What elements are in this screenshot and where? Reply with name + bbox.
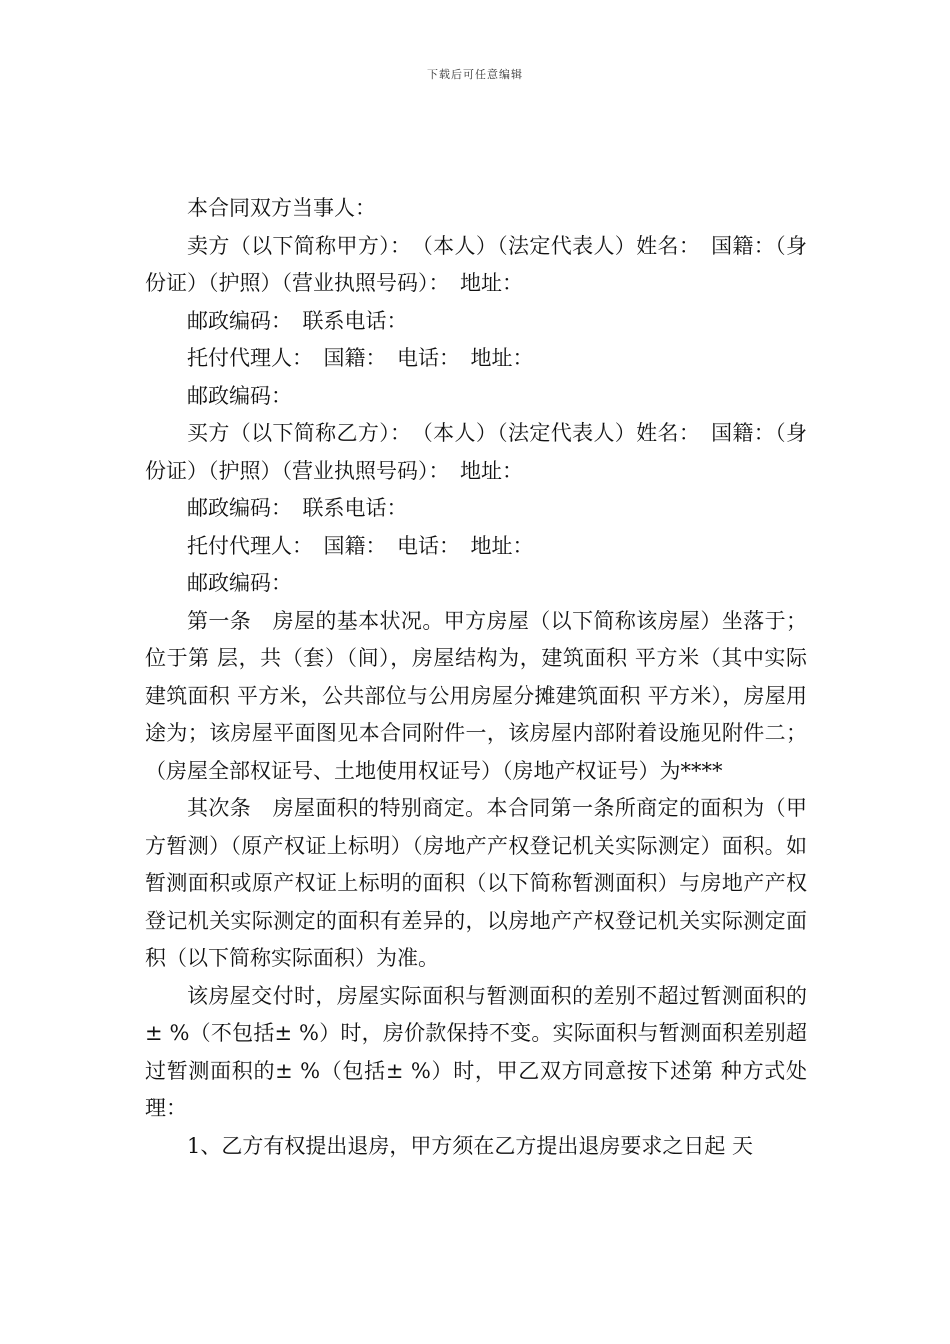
paragraph-seller-postal: 邮政编码： 联系电话： bbox=[187, 308, 408, 333]
paragraph-area-difference: 该房屋交付时，房屋实际面积与暂测面积的差别不超过暂测面积的± %（不包括± %）时，房价款保持不变。实际面积与暂测面积差别超过暂测面积的± %（包括± %）时，甲乙双方同意按下述第 种方式处理： bbox=[145, 983, 807, 1120]
paragraph-article-1: 第一条 房屋的基本状况。甲方房屋（以下简称该房屋）坐落于；位于第 层，共（套）（间），房屋结构为，建筑面积 平方米（其中实际建筑面积 平方米，公共部位与公用房屋分摊建筑面积 平方米），房屋用途为；该房屋平面图见本合同附件一，该房屋内部附着设施见附件二；（房屋全部权证号、土地使用权证号）（房地产权证号）为**** bbox=[145, 608, 807, 783]
paragraph-buyer-agent: 托付代理人： 国籍： 电话： 地址： bbox=[187, 533, 534, 558]
paragraph-option-1: 1、乙方有权提出退房，甲方须在乙方提出退房要求之日起 天 bbox=[187, 1133, 754, 1158]
paragraph-seller-info: 卖方（以下简称甲方）： （本人）（法定代表人）姓名： 国籍：（身份证）（护照）（营业执照号码）： 地址： bbox=[145, 233, 807, 295]
paragraph-seller-agent-postal: 邮政编码： bbox=[187, 383, 292, 408]
page-header-note: 下载后可任意编辑 bbox=[427, 68, 523, 81]
paragraph-buyer-agent-postal: 邮政编码： bbox=[187, 571, 292, 595]
contract-body bbox=[145, 190, 807, 1165]
paragraph-article-2: 其次条 房屋面积的特别商定。本合同第一条所商定的面积为（甲方暂测）（原产权证上标明）（房地产产权登记机关实际测定）面积。如暂测面积或原产权证上标明的面积（以下简称暂测面积）与房地产产权登记机关实际测定的面积有差异的，以房地产产权登记机关实际测定面积（以下简称实际面积）为准。 bbox=[145, 796, 807, 970]
paragraph-parties-intro: 本合同双方当事人： bbox=[187, 196, 376, 220]
paragraph-buyer-postal: 邮政编码： 联系电话： bbox=[187, 496, 408, 520]
paragraph-seller-agent: 托付代理人： 国籍： 电话： 地址： bbox=[187, 346, 534, 370]
paragraph-buyer-info: 买方（以下简称乙方）： （本人）（法定代表人）姓名： 国籍：（身份证）（护照）（营业执照号码）： 地址： bbox=[145, 421, 807, 483]
